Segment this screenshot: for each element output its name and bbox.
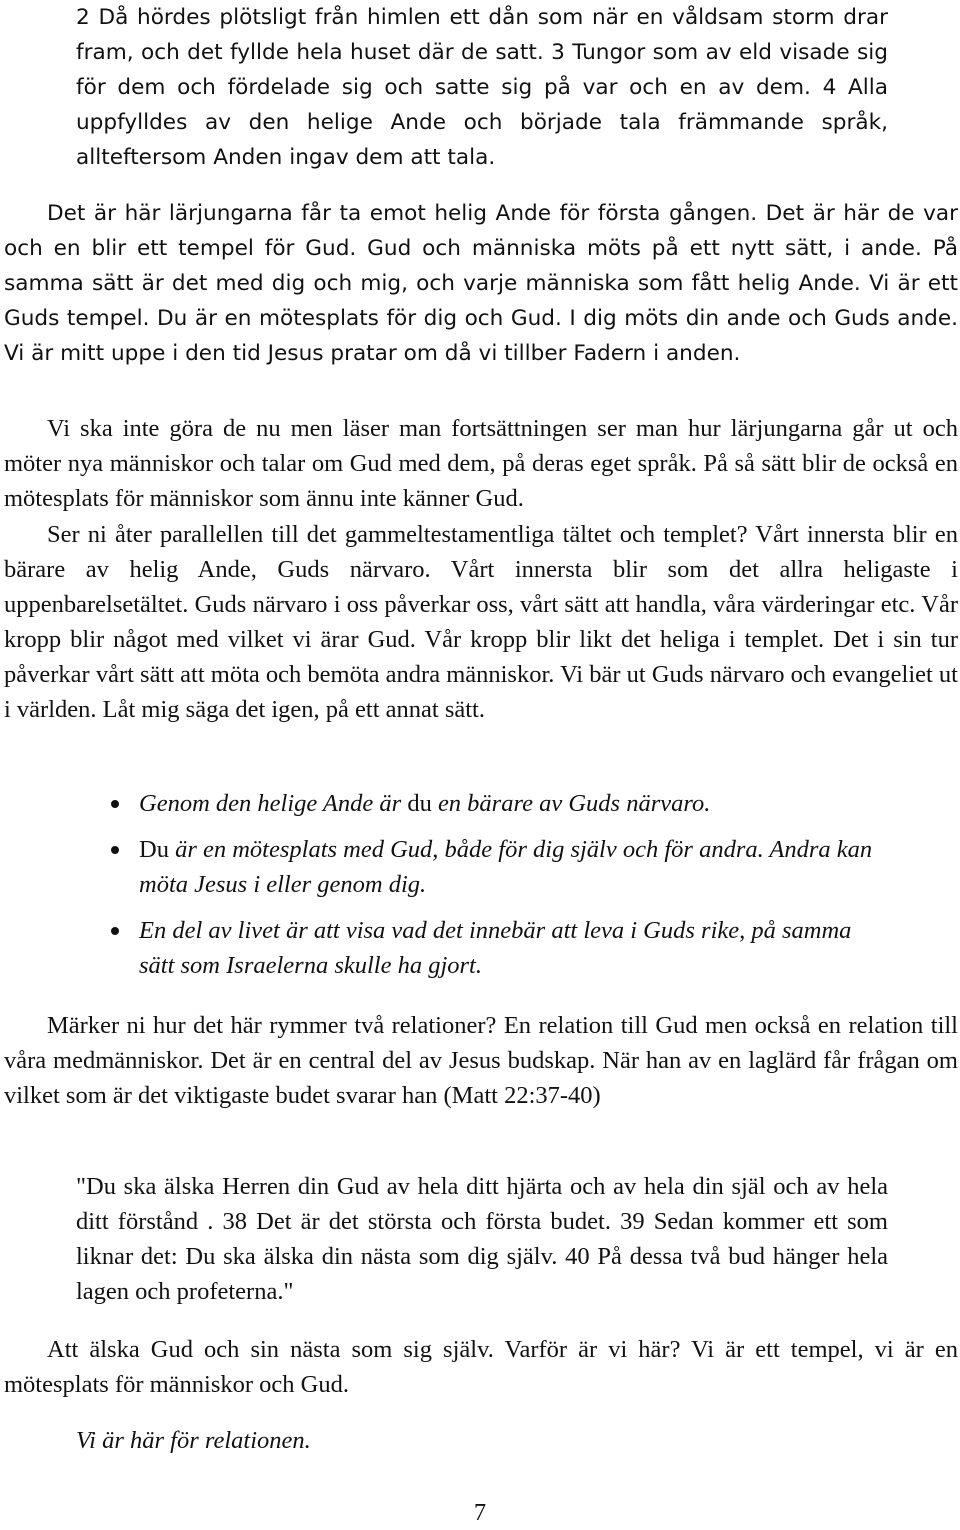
list-item: Genom den helige Ande är du en bärare av Guds närvaro. <box>4 786 889 821</box>
list-item: Du är en mötesplats med Gud, både för dig själv och för andra. Andra kan möta Jesus i eller genom dig. <box>4 832 889 902</box>
paragraph-two-relations: Märker ni hur det här rymmer två relationer? En relation till Gud men också en relation till våra medmänniskor. Det är en central del av Jesus budskap. När han av en laglärd får frågan om vilket som är det viktigaste budet svarar han (Matt 22:37-40) <box>4 1012 958 1109</box>
paragraph-holy-spirit: Det är här lärjungarna får ta emot helig Ande för första gången. Det är här de var och en blir ett tempel för Gud. Gud och människa möts på ett nytt sätt, i ande. På samma sätt är det med dig och mig, och varje människa som fått helig Ande. Vi är ett Guds tempel. Du är en mötesplats för dig och Gud. I dig möts din ande och Guds ande. Vi är mitt uppe i den tid Jesus pratar om då vi tillber Fadern i anden. <box>4 201 958 366</box>
paragraph-love-god: Att älska Gud och sin nästa som sig själv. Varför är vi här? Vi är ett tempel, vi är en mötesplats för människor och Gud. <box>4 1336 958 1398</box>
bullet-icon <box>111 927 119 935</box>
bullet-list <box>4 786 889 983</box>
closing-line: Vi är här för relationen. <box>76 1427 311 1454</box>
bullet-icon <box>111 800 119 808</box>
scripture-quote-matthew: "Du ska älska Herren din Gud av hela ditt hjärta och av hela din själ och av hela ditt förstånd . 38 Det är det största och första budet. 39 Sedan kommer ett som liknar det: Du ska älska din nästa som dig själv. 40 På dessa två bud hänger hela lagen och profeterna." <box>76 1173 888 1305</box>
scripture-quote-acts: 2 Då hördes plötsligt från himlen ett dån som när en våldsam storm drar fram, och det fyllde hela huset där de satt. 3 Tungor som av eld visade sig för dem och fördelade sig och satte sig på var och en av dem. 4 Alla uppfylldes av den helige Ande och började tala främmande språk, allteftersom Anden ingav dem att tala. <box>76 5 888 170</box>
list-item: En del av livet är att visa vad det innebär att leva i Guds rike, på samma sätt som Israelerna skulle ha gjort. <box>4 913 889 983</box>
paragraph-disciples: Vi ska inte göra de nu men läser man fortsättningen ser man hur lärjungarna går ut och möter nya människor och talar om Gud med dem, på deras eget språk. På så sätt blir de också en mötesplats för människor som ännu inte känner Gud. <box>4 415 958 512</box>
page-number: 7 <box>473 1499 487 1526</box>
bullet-icon <box>111 846 119 854</box>
paragraph-parallel: Ser ni åter parallellen till det gammeltestamentliga tältet och templet? Vårt innersta blir en bärare av helig Ande, Guds närvaro. Vårt innersta blir som det allra heligaste i uppenbarelsetältet. Guds närvaro i oss påverkar oss, vårt sätt att handla, våra värderingar etc. Vår kropp blir något med vilket vi ärar Gud. Vår kropp blir likt det heliga i templet. Det i sin tur påverkar vårt sätt att möta och bemöta andra människor. Vi bär ut Guds närvaro och evangeliet ut i världen. Låt mig säga det igen, på ett annat sätt. <box>4 521 958 723</box>
